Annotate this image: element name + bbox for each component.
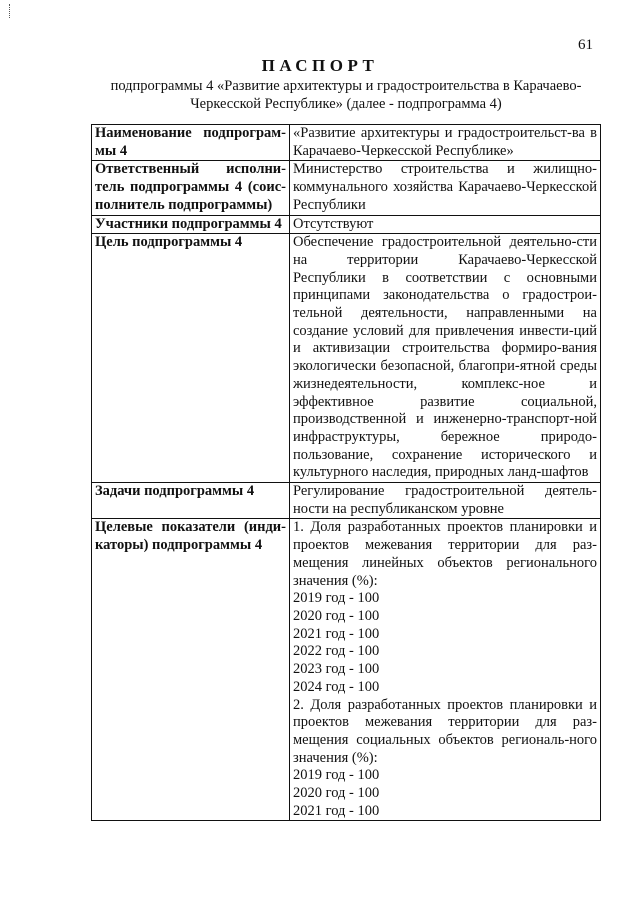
table-row — [92, 215, 601, 234]
row-label-responsible: Ответственный исполни-тель подпрограммы 4 (соис-полнитель подпрограммы) — [92, 161, 290, 215]
row-label-indicators: Целевые показатели (инди-каторы) подпрограммы 4 — [92, 519, 290, 821]
row-label-goal: Цель подпрограммы 4 — [92, 234, 290, 483]
indicator-1-year: 2023 год - 100 — [293, 661, 380, 678]
table-row — [92, 234, 601, 483]
indicator-2-year: 2021 год - 100 — [293, 802, 380, 819]
indicator-1-year: 2019 год - 100 — [293, 590, 380, 607]
indicator-1-year: 2024 год - 100 — [293, 678, 380, 695]
row-label-tasks: Задачи подпрограммы 4 — [92, 483, 290, 519]
row-value-name: «Развитие архитектуры и градостроительст-ва в Карачаево-Черкесской Республике» — [290, 125, 601, 161]
indicator-1-title: 1. Доля разработанных проектов планировки и проектов межевания территории для раз-мещения линейных объектов регионального значения (%): — [293, 519, 597, 589]
passport-table — [91, 124, 601, 821]
indicator-1-year: 2021 год - 100 — [293, 625, 380, 642]
document-title: ПАСПОРТ — [261, 56, 379, 75]
row-value-indicators — [290, 519, 601, 821]
indicator-2-title: 2. Доля разработанных проектов планировки и проектов межевания территории для раз-мещения социальных объектов региональ-ного значения (%): — [293, 696, 597, 766]
row-value-goal: Обеспечение градостроительной деятельно-сти на территории Карачаево-Черкесской Республики в соответствии с основными принципами законодательства о градострои-тельной деятельности, направленными на создание условий для привлечения инвести-ций и активизации строительства формиро-вания экологически безопасной, благопри-ятной среды жизнедеятельности, комплекс-ное и эффективное развитие социальной, производственной и инженерно-транспорт-ной инфраструктуры, бережное природо-пользование, сохранение исторического и культурного наследия, природных ланд-шафтов — [290, 234, 601, 483]
row-value-responsible: Министерство строительства и жилищно-коммунального хозяйства Карачаево-Черкесской Республики — [290, 161, 601, 215]
indicator-2-year: 2019 год - 100 — [293, 767, 380, 784]
table-row — [92, 483, 601, 519]
table-row — [92, 125, 601, 161]
scan-edge-mark — [9, 4, 11, 18]
document-subtitle: подпрограммы 4 «Развитие архитектуры и градостроительства в Карачаево-Черкесской Республике» (далее - подпрограмма 4) — [110, 78, 582, 112]
table-row — [92, 161, 601, 215]
row-label-name: Наименование подпрограм-мы 4 — [92, 125, 290, 161]
row-value-participants: Отсутствуют — [290, 215, 601, 234]
table-row — [92, 519, 601, 821]
row-value-tasks: Регулирование градостроительной деятель-ности на республиканском уровне — [290, 483, 601, 519]
row-label-participants: Участники подпрограммы 4 — [92, 215, 290, 234]
indicator-2-year: 2020 год - 100 — [293, 785, 380, 802]
indicator-1-year: 2020 год - 100 — [293, 607, 380, 624]
page-number: 61 — [578, 37, 593, 53]
indicator-1-year: 2022 год - 100 — [293, 643, 380, 660]
